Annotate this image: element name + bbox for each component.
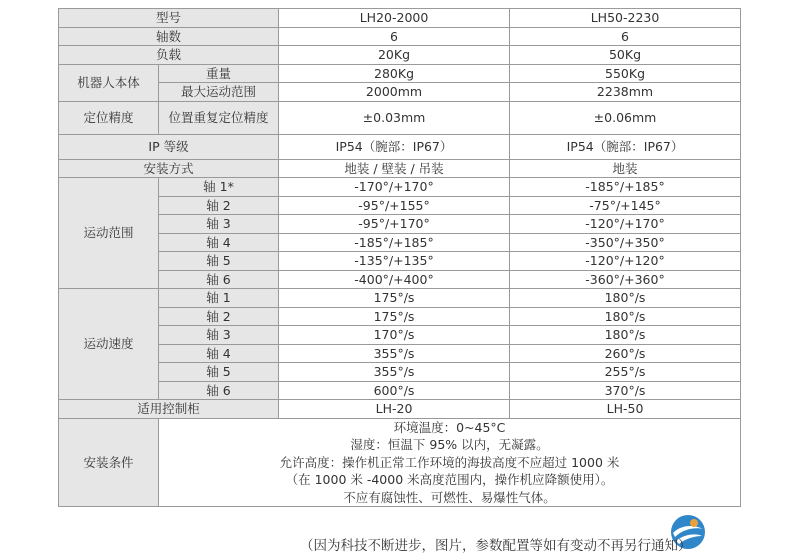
row-ip [59, 134, 741, 159]
speed-value: 355°/s [279, 363, 510, 382]
controller-value: LH-20 [279, 400, 510, 419]
row-model [59, 9, 741, 28]
row-speed-axis [59, 363, 741, 382]
reach-value: 2000mm [279, 83, 510, 102]
payload-value: 50Kg [510, 46, 741, 65]
axes-label: 轴数 [59, 27, 279, 46]
model-name: LH20-2000 [279, 9, 510, 28]
install-conditions-label: 安装条件 [59, 418, 159, 507]
reach-label: 最大运动范围 [159, 83, 279, 102]
footer-note: （因为科技不断进步，图片，参数配置等如有变动不再另行通知） [300, 538, 692, 554]
spec-table [58, 8, 741, 507]
speed-value: 175°/s [279, 289, 510, 308]
install-line: 环境温度：0~45°C [393, 419, 506, 435]
install-line: 湿度：恒温下 95% 以内，无凝露。 [350, 437, 549, 452]
axes-value: 6 [279, 27, 510, 46]
accuracy-label: 定位精度 [59, 101, 159, 134]
range-value: -120°/+170° [510, 215, 741, 234]
axis-label: 轴 6 [159, 270, 279, 289]
axis-label: 轴 1* [159, 178, 279, 197]
range-value: -120°/+120° [510, 252, 741, 271]
row-speed-axis [59, 344, 741, 363]
row-install-conditions [59, 418, 741, 507]
row-speed-axis [59, 289, 741, 308]
axis-label: 轴 3 [159, 326, 279, 345]
row-axes [59, 27, 741, 46]
row-range-axis [59, 252, 741, 271]
range-value: -95°/+155° [279, 196, 510, 215]
install-line: 不应有腐蚀性、可燃性、易爆性气体。 [343, 489, 556, 505]
ip-label: IP 等级 [59, 134, 279, 159]
axis-label: 轴 5 [159, 252, 279, 271]
model-label: 型号 [59, 9, 279, 28]
range-value: -170°/+170° [279, 178, 510, 197]
row-accuracy [59, 101, 741, 134]
motion-speed-label: 运动速度 [59, 289, 159, 400]
axis-label: 轴 5 [159, 363, 279, 382]
ip-value: IP54（腕部：IP67） [279, 134, 510, 159]
range-value: -185°/+185° [510, 178, 741, 197]
row-range-axis [59, 196, 741, 215]
payload-label: 负载 [59, 46, 279, 65]
row-speed-axis [59, 381, 741, 400]
speed-value: 600°/s [279, 381, 510, 400]
range-value: -135°/+135° [279, 252, 510, 271]
mount-value: 地装 / 壁装 / 吊装 [279, 159, 510, 178]
speed-value: 180°/s [510, 289, 741, 308]
model-name: LH50-2230 [510, 9, 741, 28]
range-value: -75°/+145° [510, 196, 741, 215]
range-value: -95°/+170° [279, 215, 510, 234]
row-weight [59, 64, 741, 83]
row-range-axis [59, 215, 741, 234]
speed-value: 180°/s [510, 307, 741, 326]
range-value: -185°/+185° [279, 233, 510, 252]
weight-value: 550Kg [510, 64, 741, 83]
ip-value: IP54（腕部：IP67） [510, 134, 741, 159]
row-reach [59, 83, 741, 102]
range-value: -360°/+360° [510, 270, 741, 289]
axis-label: 轴 2 [159, 196, 279, 215]
row-controller [59, 400, 741, 419]
controller-label: 适用控制柜 [59, 400, 279, 419]
row-range-axis [59, 270, 741, 289]
install-line: 允许高度：操作机正常工作环境的海拔高度不应超过 1000 米 [279, 454, 620, 470]
speed-value: 170°/s [279, 326, 510, 345]
axis-label: 轴 4 [159, 344, 279, 363]
axis-label: 轴 2 [159, 307, 279, 326]
speed-value: 355°/s [279, 344, 510, 363]
mount-value: 地装 [510, 159, 741, 178]
payload-value: 20Kg [279, 46, 510, 65]
axis-label: 轴 1 [159, 289, 279, 308]
axis-label: 轴 4 [159, 233, 279, 252]
row-mount [59, 159, 741, 178]
axes-value: 6 [510, 27, 741, 46]
weight-label: 重量 [159, 64, 279, 83]
weight-value: 280Kg [279, 64, 510, 83]
row-range-axis [59, 233, 741, 252]
speed-value: 255°/s [510, 363, 741, 382]
axis-label: 轴 3 [159, 215, 279, 234]
repeatability-label: 位置重复定位精度 [159, 101, 279, 134]
speed-value: 180°/s [510, 326, 741, 345]
robot-body-label: 机器人本体 [59, 64, 159, 101]
speed-value: 370°/s [510, 381, 741, 400]
row-range-axis [59, 178, 741, 197]
row-payload [59, 46, 741, 65]
range-value: -400°/+400° [279, 270, 510, 289]
install-line: （在 1000 米 -4000 米高度范围内，操作机应降额使用）。 [285, 472, 614, 487]
row-speed-axis [59, 307, 741, 326]
axis-label: 轴 6 [159, 381, 279, 400]
controller-value: LH-50 [510, 400, 741, 419]
repeatability-value: ±0.03mm [279, 101, 510, 134]
row-speed-axis [59, 326, 741, 345]
mount-label: 安装方式 [59, 159, 279, 178]
reach-value: 2238mm [510, 83, 741, 102]
motion-range-label: 运动范围 [59, 178, 159, 289]
speed-value: 175°/s [279, 307, 510, 326]
repeatability-value: ±0.06mm [510, 101, 741, 134]
range-value: -350°/+350° [510, 233, 741, 252]
install-conditions [159, 418, 741, 507]
speed-value: 260°/s [510, 344, 741, 363]
